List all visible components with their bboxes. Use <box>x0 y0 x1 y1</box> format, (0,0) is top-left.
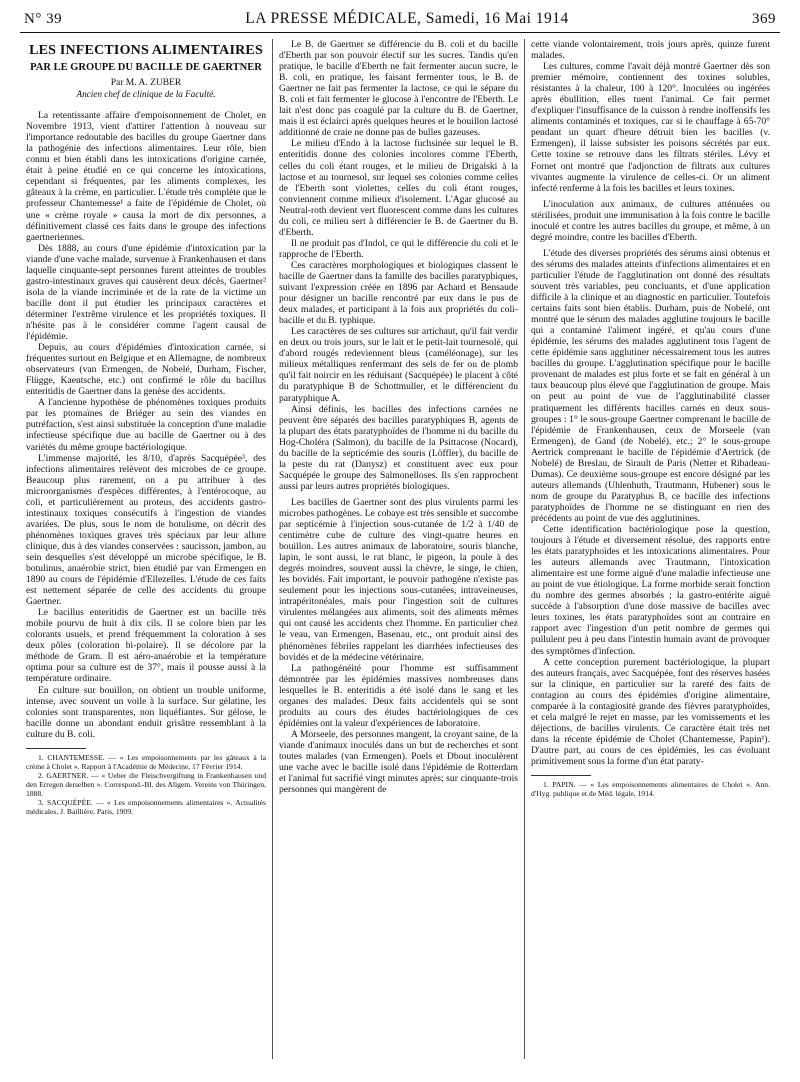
paragraph: En culture sur bouillon, on obtient un trouble uniforme, intense, avec souvent un voile à la surface. Sur gélatine, les colonies sont transparentes, non liquéfiantes. Sur gélose, le bacille donne un abondant enduit grisâtre ressemblant à la culture du B. coli. <box>26 684 266 740</box>
paragraph: A cette conception purement bactériologique, la plupart des auteurs français, avec Sacquépée, font des réserves basées sur la clinique, en particulier sur la rareté des faits de contagion au cours des épidémies d'origine alimentaire, comparée à la contagiosité grande des fièvres paratyphoïdes, et cela malgré le rejet en masse, par les vomissements et les déjections, de bacilles virulents. Ce caractère était très net dans la récente épidémie de Cholet (Chantemesse, Papin¹). D'autre part, au cours de ces épidémies, les cas évoluant primitivement sous la forme d'un état paraty- <box>531 656 770 767</box>
paragraph: Les bacilles de Gaertner sont des plus virulents parmi les microbes pathogènes. Le cobaye est très sensible et succombe par septicémie à l'injection sous-cutanée de 1/2 à 1/40 de centimètre cube de culture des vingt-quatre heures en bouillon. Les autres animaux de laboratoire, souris blanche, lapin, le sont aussi, le rat blanc, le pigeon, la poule à des degrés moindres, souvent aussi la chèvre, le singe, le chien, les bovidés. Fait important, le pouvoir pathogène n'existe pas seulement pour les injections sous-cutanées, intraveineuses, intrapéritonéales, mais pour l'ingestion soit de cultures virulentes mélangées aux aliments, soit des aliments mêmes qui ont causé les accidents chez l'homme. En particulier chez le veau, van Ermengen, Basenau, etc., ont produit ainsi des phénomènes fébriles rappelant les diarrhées infectieuses des bovidés et de la médecine vétérinaire. <box>279 496 518 663</box>
paragraph: Les cultures, comme l'avait déjà montré Gaertner dès son premier mémoire, contiennent des toxines solubles, résistantes à la chaleur, 100 à 120°. Inoculées ou ingérées après ébullition, elles tuent l'animal. Ce fait permet d'expliquer l'insuffisance de la cuisson à rendre inoffensifs les aliments contaminés et toxiques, car si le chauffage à 65-70° pendant un quart d'heure détruit bien les bacilles (v. Ermengen), il laisse subsister les poisons sécrétés par eux. Cette toxine se retrouve dans les filtrats stériles. Lévy et Fornet ont montré que l'adjonction de filtrats aux cultures vivantes augmente la virulence de celles-ci. Or un aliment infecté renferme à la fois les bacilles et leurs toxines. <box>531 61 770 194</box>
page-header <box>20 0 780 33</box>
paragraph: L'étude des diverses propriétés des sérums ainsi obtenus et des sérums des malades atteints d'infections alimentaires et en particulier l'étude de l'agglutination ont donné des résultats souvent très variables, peu concluants, et d'une application difficile à la clinique et au diagnostic en particulier. Toutefois certains faits sont bien établis. Durham, puis de Nobelé, ont montré que le sérum des malades agglutine toujours le bacille qui a contaminé l'aliment ingéré, et qu'au cours d'une épidémie, les sérums des malades agglutinent tous l'agent de cette épidémie sans agglutiner nécessairement tous les autres bacilles du groupe. L'agglutination spécifique pour le bacille provenant de malades est plus forte et se fait en général à un taux beaucoup plus élevé que l'agglutination de groupe. Mais on peut au point de vue de l'agglutinabilité classer pratiquement les différents bacilles carnés en deux sous-groupes : 1° le sous-groupe Gaertner comprenant le bacille de l'épidémie de Frankenhausen, ceux de Morseele (van Ermengen), de Gand (de Nobelé), etc.; 2° le sous-groupe Aertrick comprenant le bacille de l'épidémie d'Aertrick (de Nobelé) de Breslau, de Sirault de Paris (Netter et Ribadeau-Dumas). Ce deuxième sous-groupe est encore désigné par les auteurs allemands (Uhlenhuth, Trautmann, Hubener) sous le nom de groupe du Paratyphus B, ce bacille des infections paratyphoïdes de l'homme ne se distinguant en rien des précédents au point de vue des agglutinines. <box>531 247 770 524</box>
footnote: 1. PAPIN. — « Les empoisonnements alimentaires de Cholet ». Ann. d'Hyg. publique et de Méd. légale, 1914. <box>531 780 770 799</box>
column-1 <box>20 39 272 1059</box>
footnote: 2. GAERTNER. — « Ueber die Fleischvergiftung in Frankenhausen und den Erregen derselben ». Correspond.-Bl. des Allgem. Vereins von Thüringen, 1888. <box>26 770 266 798</box>
paragraph: La pathogénéité pour l'homme est suffisamment démontrée par les épidémies massives nombreuses dans lesquelles le B. enteritidis a été isolé dans le sang et les organes des malades. Deux faits accidentels qui se sont produits au cours des études bactériologiques de ces épidémies ont la valeur d'expériences de laboratoire. <box>279 662 518 729</box>
article-title: LES INFECTIONS ALIMENTAIRES <box>29 43 263 58</box>
paragraph: cette viande volontairement, trois jours après, quinze furent malades. <box>531 39 770 62</box>
column-2 <box>272 39 524 1059</box>
paragraph: Le milieu d'Endo à la lactose fuchsinée sur lequel le B. enteritidis donne des colonies incolores comme l'Eberth, celles du coli étant rouges, et le milieu de Drigalski à la lactose et au tournesol, sur lequel ses colonies comme celles de l'Eberth sont violettes, celles du coli étant rouges, conviennent comme milieux d'isolement. L'Agar glucosé au Neutral-roth devient vert fluorescent comme dans les cultures du coli, ce milieu sert à différencier le B. de Gaertner du B. d'Eberth. <box>279 138 518 238</box>
paragraph: A Morseele, des personnes mangent, la croyant saine, de la viande d'animaux inoculés dans un but de recherches et sont toutes malades (van Ermengen). Poels et Dbout inoculèrent une vache avec le bacille isolé dans l'épidémie de Rotterdam et l'animal fut sacrifié vingt minutes après; sur cinquante-trois personnes qui mangèrent de <box>279 728 518 796</box>
journal-title: LA PRESSE MÉDICALE, Samedi, 16 Mai 1914 <box>245 10 569 27</box>
paragraph: Le B. de Gaertner se différencie du B. coli et du bacille d'Eberth par son pouvoir électif sur les sucres. Tandis qu'en pratique, le bacille d'Eberth ne fait fermenter aucun sucre, le B. coli, en pratique, les faisant fermenter tous, le B. de Gaertner ne fait pas fermenter la lactose, ce qui le sépare du B. coli et fait fermenter le glucose à l'encontre de l'Eberth. Le lait n'est donc pas coagulé par la culture du B. de Gaertner, mais il est éclairci après quelques heures et le bouillon lactosé additionné de craie ne donne pas de bulles gazeuses. <box>279 39 518 139</box>
footnote: 1. CHANTEMESSE. — « Les empoisonnements par les gâteaux à la crème à Cholet ». Rapport à l'Académie de Médecine, 17 Février 1914. <box>26 752 266 771</box>
paragraph: Ainsi définis, les bacilles des infections carnées ne peuvent être séparés des bacilles paratyphiques B, agents de la plupart des états paratyphoïdes de l'homme ni du bacille du Hog-Choléra (Salmon), du bacille de la Psittacose (Nocard), du bacille de la septicémie des souris (Löffler), du bacille de la peste du rat (Danysz) et constituent avec eux pour Sacquépée le groupe des Salmonelloses. Ils s'en rapprochent aussi par leurs autres propriétés biologiques. <box>279 403 518 492</box>
footnote: 3. SACQUÉPÉE. — « Les empoisonnements alimentaires ». Actualités médicales, J. Baillière, Paris, 1909. <box>26 797 266 816</box>
footnote-divider <box>26 748 86 749</box>
paragraph: Le bacillus enteritidis de Gaertner est un bacille très mobile pourvu de huit à dix cils. Il se colore bien par les colorants usuels, et prend fréquemment la coloration à ses deux pôles (coloration bi-polaire). Il se décolore par la méthode de Gram. Il est aéro-anaérobie et la température optima pour sa culture est de 37°, mais il pousse aussi à la température ordinaire. <box>26 607 266 685</box>
paragraph: L'inoculation aux animaux, de cultures atténuées ou stérilisées, produit une immunisation à la fois contre le bacille inoculé et contre les autres bacilles du groupe, et même, à un degré moindre, contre les bacilles d'Eberth. <box>531 198 770 243</box>
paragraph: Dès 1888, au cours d'une épidémie d'intoxication par la viande d'une vache malade, survenue à Frankenhausen et dans laquelle cinquante-sept personnes furent atteintes de troubles gastro-intestinaux graves qui causèrent deux décès, Gaertner² isola de la viande incriminée et de la rate de la victime un bacille dont il put étudier les principaux caractères et déterminer l'extrême virulence et les propriétés toxiques. Il n'hésite pas à le considérer comme l'agent causal de l'épidémie. <box>26 242 266 343</box>
paragraph: Depuis, au cours d'épidémies d'intoxication carnée, si fréquentes surtout en Belgique et en Allemagne, de nombreux observateurs (van Ermengen, de Nobelé, Durham, Fischer, Flügge, Kaentsche, etc.) ont confirmé le rôle du bacillus enteritidis de Gaertner dans la genèse des accidents. <box>26 342 266 398</box>
article-subtitle: PAR LE GROUPE DU BACILLE DE GAERTNER <box>30 62 262 73</box>
paragraph: La retentissante affaire d'empoisonnement de Cholet, en Novembre 1913, vient d'attirer l'attention à nouveau sur l'importance redoutable des bacilles du groupe Gaertner dans la pathogénie des infections alimentaires. Leur rôle, bien connu et bien établi dans les intoxications d'origine carnée, était à peine étudié en ce qui concerne les intoxications, cependant si fréquentes, par les aliments complexes, les gâteaux à la crème, en particulier. L'étude très complète que le professeur Chantemesse¹ a faite de l'épidémie de Cholet, où une « crème royale » causa la mort de dix personnes, a définitivement classé ces faits dans le groupe des infections gaertneriennes. <box>26 110 266 243</box>
journal-page <box>10 0 790 1072</box>
article-columns <box>20 39 780 1059</box>
issue-number: N° 39 <box>24 11 63 27</box>
paragraph: A l'ancienne hypothèse de phénomènes toxiques produits par les ptomaïnes de Briéger au sein des viandes en putréfaction, s'est ainsi substituée la conception d'une maladie infectieuse spécifique due au bacille de Gaertner ou à des variétés du même groupe bactériologique. <box>26 397 266 453</box>
paragraph: Ces caractères morphologiques et biologiques classent le bacille de Gaertner dans la famille des bacilles paratyphiques, suivant l'expression créée en 1896 par Achard et Bensaude pour désigner un bacille rencontré par eux dans le pus de deux malades, et participant à la fois aux propriétés du coli-bacille et du B. typhique. <box>279 259 518 327</box>
column-3 <box>524 39 776 1059</box>
paragraph: Il ne produit pas d'Indol, ce qui le différencie du coli et le rapproche de l'Eberth. <box>279 237 518 260</box>
author-role: Ancien chef de clinique de la Faculté. <box>76 89 216 100</box>
paragraph: L'immense majorité, les 8/10, d'après Sacquépée³, des infections alimentaires relèvent des microbes de ce groupe. Beaucoup plus rarement, on a pu attribuer à des microorganismes d'espèces différentes, à l'entérocoque, au coli, et particulièrement au proteus, des accidents gastro-intestinaux toxiques consécutifs à l'ingestion de viandes avariées. De plus, sous le nom de botulisme, on décrit des phénomènes toxiques graves très spéciaux par leur allure clinique, dus à des viandes conservées : saucisson, jambon, au sein desquelles s'est développé un microbe spécifique, le B. botulinus, anaérobie strict, bien étudié par van Ermengen en 1890 au cours de l'épidémie d'Ellezelles. L'étude de ces faits est nettement séparée de celle des accidents du groupe Gaertner. <box>26 452 266 608</box>
page-number: 369 <box>751 11 776 27</box>
paragraph: Les caractères de ses cultures sur artichaut, qu'il fait verdir en deux ou trois jours, sur le lait et le petit-lait tournesolé, qui d'abord rougés redeviennent bleus (caméléonage), sur les milieux métalliques renfermant des sels de fer ou de plomb qu'il fait noircir en les réduisant (Sacquépée) le placent à côté du paratyphique B de Schottmuller, et le différencient du paratyphique A. <box>279 326 518 404</box>
article-author: Par M. A. ZUBER <box>110 78 182 88</box>
paragraph: Cette identification bactériologique pose la question, toujours à l'étude et diversement résolue, des rapports entre les états paratyphoïdes et les intoxications alimentaires. Pour les auteurs allemands avec Trautmann, l'intoxication alimentaire est une forme aiguë d'une maladie infectieuse une au point de vue étiologique. La forme morbide serait fonction du nombre des germes absorbés ; la gastro-entérite aiguë succède à l'absorption d'une dose massive de bacilles avec leurs toxines, les états paratyphoïdes sont au contraire en rapport avec l'ingestion d'un petit nombre de germes qui pullulent peu à peu dans l'intestin humain avant de provoquer des symptômes d'infection. <box>531 524 770 657</box>
footnote-divider <box>531 775 591 776</box>
